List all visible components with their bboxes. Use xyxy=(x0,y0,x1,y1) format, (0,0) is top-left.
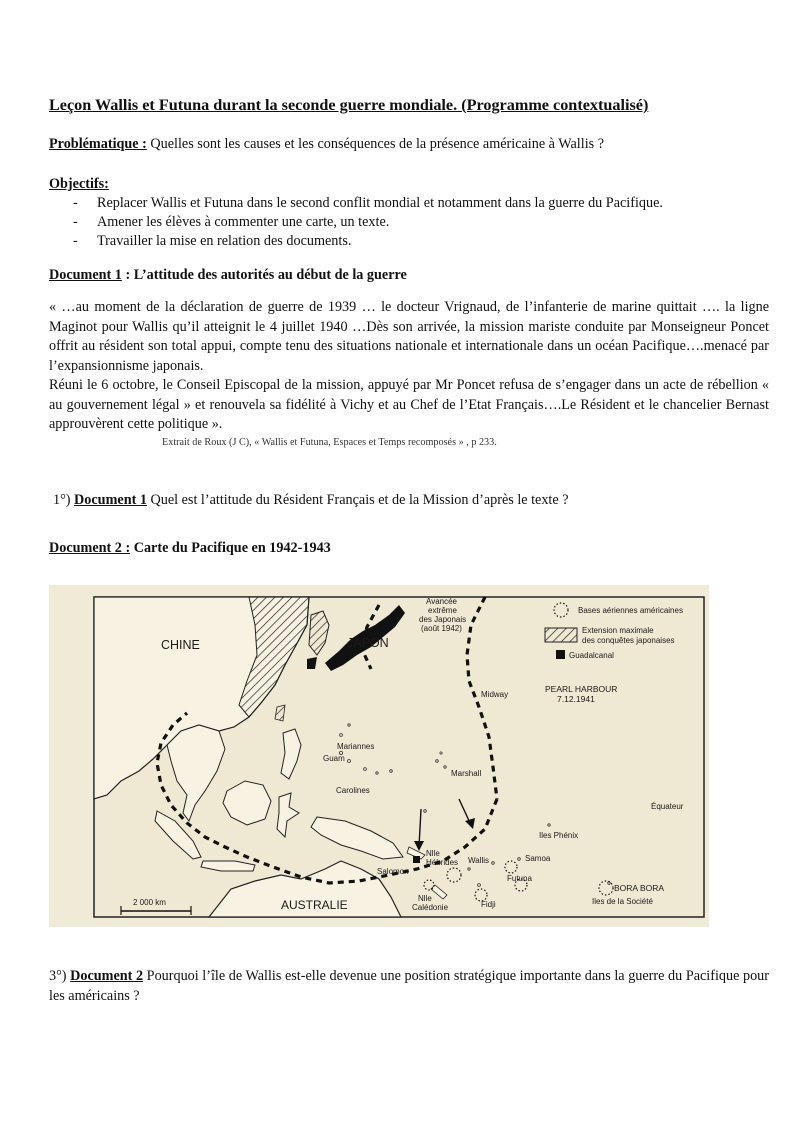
label-avancee-4: (août 1942) xyxy=(421,624,462,633)
question1-label: Document 1 xyxy=(74,492,147,508)
objectifs-label: Objectifs: xyxy=(49,176,109,192)
label-guam: Guam xyxy=(323,754,345,763)
label-salomon: Salomon xyxy=(377,867,409,876)
problematique-label: Problématique : xyxy=(49,136,147,152)
label-mariannes: Mariannes xyxy=(337,742,375,751)
label-pearl-harbour: PEARL HARBOUR xyxy=(545,684,618,694)
objectifs-heading xyxy=(49,176,109,193)
label-marshall: Marshall xyxy=(451,769,482,778)
question3-number: 3°) xyxy=(49,968,71,984)
label-japon: JAPON xyxy=(347,636,389,650)
question1-text: Quel est l’attitude du Résident Français et de la Mission d’après le texte ? xyxy=(146,492,569,508)
label-fidji: Fidji xyxy=(481,900,496,909)
label-wallis: Wallis xyxy=(468,856,490,865)
question1-number: 1°) xyxy=(53,492,75,508)
label-midway: Midway xyxy=(481,690,509,699)
document1-source: Extrait de Roux (J C), « Wallis et Futuna, Espaces et Temps recomposés » , p 233. xyxy=(162,437,497,448)
question3-label: Document 2 xyxy=(70,968,144,984)
label-australie: AUSTRALIE xyxy=(281,898,348,912)
label-chine: CHINE xyxy=(161,638,200,652)
document1-title: : L’attitude des autorités au début de la guerre xyxy=(121,267,407,283)
legend-extension-2: des conquêtes japonaises xyxy=(582,636,675,645)
problematique xyxy=(49,136,604,153)
label-phenix: Iles Phénix xyxy=(539,831,579,840)
label-carolines: Carolines xyxy=(336,786,370,795)
pacific-map-svg xyxy=(49,585,709,927)
list-item: - Replacer Wallis et Futuna dans le second conflit mondial et notamment dans la guerre du Pacifique. xyxy=(73,195,663,211)
list-item: - Amener les élèves à commenter une carte, un texte. xyxy=(73,214,390,230)
label-avancee-3: des Japonais xyxy=(419,615,467,624)
lesson-title: Leçon Wallis et Futuna durant la seconde guerre mondiale. (Programme contextualisé) xyxy=(49,96,649,114)
guadalcanal-marker xyxy=(413,856,420,863)
legend-guadalcanal-swatch xyxy=(556,650,565,659)
legend-extension-1: Extension maximale xyxy=(582,626,654,635)
pacific-map xyxy=(49,585,709,927)
document1-quote xyxy=(49,298,769,435)
label-nlle-caledonie-1: Nlle xyxy=(418,894,432,903)
question3-text: Pourquoi l’île de Wallis est-elle devenue une position stratégique importante dans la guerre du Pacifique pour les américains ? xyxy=(49,968,770,1004)
question1 xyxy=(53,492,569,509)
objectifs-list xyxy=(73,194,663,251)
label-avancee-1: Avancée xyxy=(426,597,457,606)
label-equateur: Équateur xyxy=(651,802,684,811)
label-nlle-hebrides-2: Hébrides xyxy=(426,858,459,867)
label-samoa: Samoa xyxy=(525,854,551,863)
legend-hatch-swatch xyxy=(545,628,577,642)
problematique-text: Quelles sont les causes et les conséquences de la présence américaine à Wallis ? xyxy=(146,136,604,152)
document2-title: Carte du Pacifique en 1942-1943 xyxy=(130,540,331,556)
label-nlle-caledonie-2: Calédonie xyxy=(412,903,449,912)
document1-heading xyxy=(49,267,407,284)
legend-guadalcanal: Guadalcanal xyxy=(569,651,614,660)
quote-paragraph: « …au moment de la déclaration de guerre de 1939 … le docteur Vrignaud, de l’infanterie de marine quittait …. la ligne Maginot pour Wallis qu’il atteignit le 4 juillet 1940 …Dès son arrivée, la mission mariste conduite par Monseigneur Poncet offrit au résident son total appui, compte tenu des situations nationale et internationale dans un océan Pacifique….menacé par l’expansionnisme japonais. xyxy=(49,299,769,374)
legend-bases: Bases aériennes américaines xyxy=(578,606,683,615)
label-bora-bora: BORA BORA xyxy=(614,883,665,893)
label-avancee-2: extrême xyxy=(428,606,457,615)
quote-paragraph: Réuni le 6 octobre, le Conseil Episcopal de la mission, appuyé par Mr Poncet refusa de s’engager dans un acte de rébellion « au gouvernement légal » et renouvela sa fidélité à Vichy et au Chef de l’Etat Français….Le Résident et le chancelier Bernast approuvèrent cette politique ». xyxy=(49,377,769,432)
label-futuna: Futuna xyxy=(507,874,532,883)
label-nlle-hebrides-1: Nlle xyxy=(426,849,440,858)
document2-label: Document 2 : xyxy=(49,540,131,556)
document1-label: Document 1 xyxy=(49,267,122,283)
label-iles-societe: Iles de la Société xyxy=(592,897,653,906)
scale-label: 2 000 km xyxy=(133,898,166,907)
label-pearl-harbour-date: 7.12.1941 xyxy=(557,694,595,704)
question3 xyxy=(49,966,769,1006)
document2-heading xyxy=(49,540,331,557)
list-item: - Travailler la mise en relation des documents. xyxy=(73,233,352,249)
